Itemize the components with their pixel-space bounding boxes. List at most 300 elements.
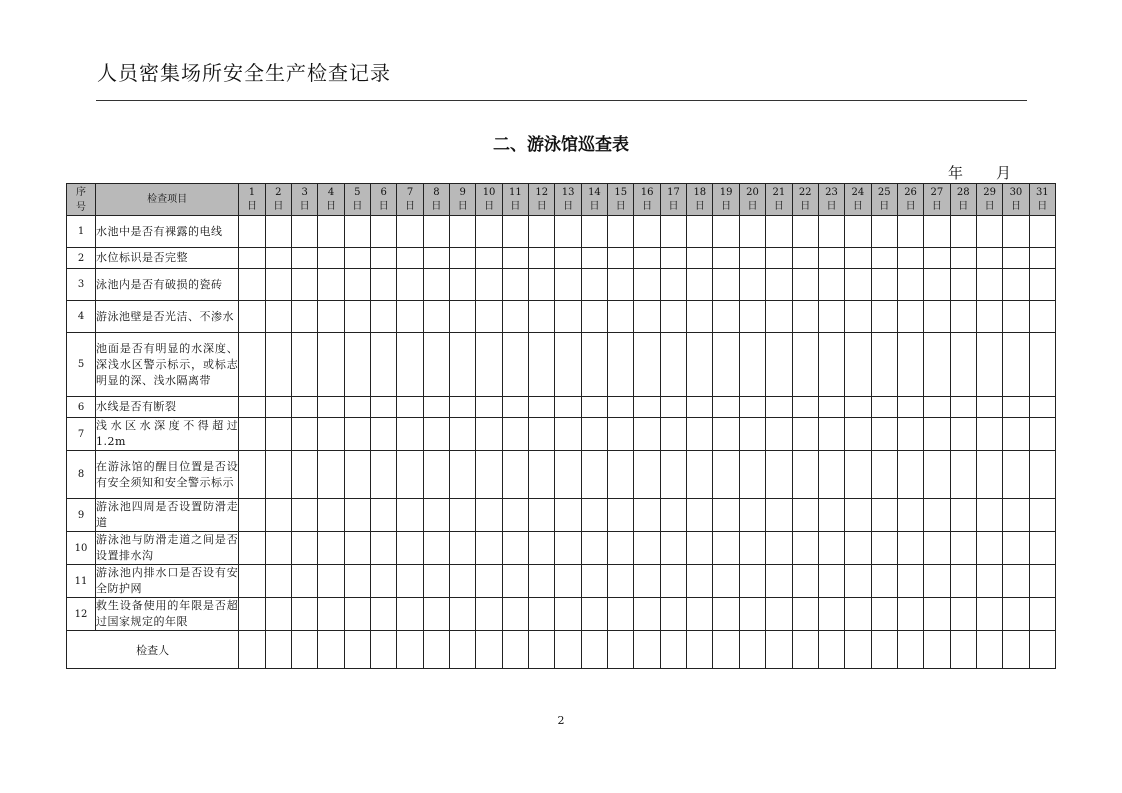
check-cell[interactable] xyxy=(871,301,897,333)
check-cell[interactable] xyxy=(291,248,317,269)
check-cell[interactable] xyxy=(739,248,765,269)
check-cell[interactable] xyxy=(739,532,765,565)
check-cell[interactable] xyxy=(502,269,528,301)
inspector-signature-cell[interactable] xyxy=(871,631,897,669)
check-cell[interactable] xyxy=(265,333,291,397)
inspector-signature-cell[interactable] xyxy=(608,631,634,669)
check-cell[interactable] xyxy=(239,499,265,532)
check-cell[interactable] xyxy=(344,397,370,418)
check-cell[interactable] xyxy=(239,532,265,565)
check-cell[interactable] xyxy=(608,532,634,565)
check-cell[interactable] xyxy=(344,333,370,397)
inspector-signature-cell[interactable] xyxy=(687,631,713,669)
check-cell[interactable] xyxy=(739,598,765,631)
check-cell[interactable] xyxy=(239,216,265,248)
check-cell[interactable] xyxy=(397,499,423,532)
inspector-signature-cell[interactable] xyxy=(529,631,555,669)
check-cell[interactable] xyxy=(818,598,844,631)
check-cell[interactable] xyxy=(239,451,265,499)
check-cell[interactable] xyxy=(1029,451,1055,499)
check-cell[interactable] xyxy=(687,301,713,333)
inspector-signature-cell[interactable] xyxy=(318,631,344,669)
check-cell[interactable] xyxy=(476,269,502,301)
check-cell[interactable] xyxy=(871,397,897,418)
check-cell[interactable] xyxy=(581,499,607,532)
check-cell[interactable] xyxy=(581,216,607,248)
check-cell[interactable] xyxy=(766,499,792,532)
check-cell[interactable] xyxy=(265,418,291,451)
check-cell[interactable] xyxy=(792,499,818,532)
check-cell[interactable] xyxy=(660,598,686,631)
check-cell[interactable] xyxy=(344,532,370,565)
check-cell[interactable] xyxy=(608,499,634,532)
check-cell[interactable] xyxy=(291,451,317,499)
check-cell[interactable] xyxy=(318,269,344,301)
inspector-signature-cell[interactable] xyxy=(660,631,686,669)
check-cell[interactable] xyxy=(845,216,871,248)
check-cell[interactable] xyxy=(924,216,950,248)
check-cell[interactable] xyxy=(634,216,660,248)
check-cell[interactable] xyxy=(265,301,291,333)
check-cell[interactable] xyxy=(687,499,713,532)
check-cell[interactable] xyxy=(1003,333,1029,397)
check-cell[interactable] xyxy=(897,418,923,451)
check-cell[interactable] xyxy=(239,269,265,301)
check-cell[interactable] xyxy=(660,565,686,598)
check-cell[interactable] xyxy=(291,565,317,598)
check-cell[interactable] xyxy=(845,248,871,269)
check-cell[interactable] xyxy=(766,269,792,301)
check-cell[interactable] xyxy=(239,598,265,631)
check-cell[interactable] xyxy=(871,499,897,532)
check-cell[interactable] xyxy=(950,269,976,301)
check-cell[interactable] xyxy=(291,269,317,301)
check-cell[interactable] xyxy=(818,216,844,248)
check-cell[interactable] xyxy=(713,565,739,598)
inspector-signature-cell[interactable] xyxy=(476,631,502,669)
check-cell[interactable] xyxy=(608,333,634,397)
check-cell[interactable] xyxy=(502,333,528,397)
check-cell[interactable] xyxy=(897,598,923,631)
check-cell[interactable] xyxy=(318,418,344,451)
check-cell[interactable] xyxy=(450,248,476,269)
check-cell[interactable] xyxy=(713,451,739,499)
check-cell[interactable] xyxy=(634,397,660,418)
check-cell[interactable] xyxy=(818,532,844,565)
check-cell[interactable] xyxy=(555,532,581,565)
check-cell[interactable] xyxy=(687,397,713,418)
check-cell[interactable] xyxy=(818,333,844,397)
check-cell[interactable] xyxy=(502,418,528,451)
check-cell[interactable] xyxy=(1003,269,1029,301)
check-cell[interactable] xyxy=(529,451,555,499)
check-cell[interactable] xyxy=(924,499,950,532)
check-cell[interactable] xyxy=(265,451,291,499)
inspector-signature-cell[interactable] xyxy=(581,631,607,669)
check-cell[interactable] xyxy=(845,565,871,598)
check-cell[interactable] xyxy=(291,598,317,631)
check-cell[interactable] xyxy=(529,499,555,532)
inspector-signature-cell[interactable] xyxy=(792,631,818,669)
check-cell[interactable] xyxy=(423,269,449,301)
check-cell[interactable] xyxy=(608,397,634,418)
check-cell[interactable] xyxy=(476,499,502,532)
check-cell[interactable] xyxy=(897,333,923,397)
check-cell[interactable] xyxy=(897,269,923,301)
check-cell[interactable] xyxy=(924,301,950,333)
check-cell[interactable] xyxy=(423,598,449,631)
check-cell[interactable] xyxy=(1029,216,1055,248)
check-cell[interactable] xyxy=(608,565,634,598)
check-cell[interactable] xyxy=(529,269,555,301)
check-cell[interactable] xyxy=(950,598,976,631)
check-cell[interactable] xyxy=(687,598,713,631)
check-cell[interactable] xyxy=(713,216,739,248)
check-cell[interactable] xyxy=(581,301,607,333)
check-cell[interactable] xyxy=(687,532,713,565)
check-cell[interactable] xyxy=(529,301,555,333)
check-cell[interactable] xyxy=(344,301,370,333)
check-cell[interactable] xyxy=(976,451,1002,499)
check-cell[interactable] xyxy=(845,532,871,565)
check-cell[interactable] xyxy=(555,216,581,248)
check-cell[interactable] xyxy=(239,301,265,333)
check-cell[interactable] xyxy=(792,598,818,631)
check-cell[interactable] xyxy=(792,565,818,598)
check-cell[interactable] xyxy=(818,248,844,269)
check-cell[interactable] xyxy=(291,216,317,248)
inspector-signature-cell[interactable] xyxy=(450,631,476,669)
check-cell[interactable] xyxy=(529,397,555,418)
check-cell[interactable] xyxy=(371,216,397,248)
check-cell[interactable] xyxy=(529,248,555,269)
check-cell[interactable] xyxy=(766,397,792,418)
check-cell[interactable] xyxy=(423,451,449,499)
check-cell[interactable] xyxy=(1003,216,1029,248)
inspector-signature-cell[interactable] xyxy=(344,631,370,669)
check-cell[interactable] xyxy=(792,532,818,565)
check-cell[interactable] xyxy=(1029,598,1055,631)
check-cell[interactable] xyxy=(555,418,581,451)
check-cell[interactable] xyxy=(634,451,660,499)
check-cell[interactable] xyxy=(660,216,686,248)
check-cell[interactable] xyxy=(265,565,291,598)
check-cell[interactable] xyxy=(1029,269,1055,301)
check-cell[interactable] xyxy=(924,333,950,397)
check-cell[interactable] xyxy=(713,418,739,451)
check-cell[interactable] xyxy=(792,248,818,269)
check-cell[interactable] xyxy=(318,451,344,499)
check-cell[interactable] xyxy=(265,216,291,248)
check-cell[interactable] xyxy=(1003,451,1029,499)
check-cell[interactable] xyxy=(476,451,502,499)
check-cell[interactable] xyxy=(502,451,528,499)
inspector-signature-cell[interactable] xyxy=(739,631,765,669)
check-cell[interactable] xyxy=(371,499,397,532)
check-cell[interactable] xyxy=(555,499,581,532)
check-cell[interactable] xyxy=(344,598,370,631)
inspector-signature-cell[interactable] xyxy=(976,631,1002,669)
check-cell[interactable] xyxy=(608,451,634,499)
check-cell[interactable] xyxy=(950,301,976,333)
check-cell[interactable] xyxy=(608,301,634,333)
inspector-signature-cell[interactable] xyxy=(423,631,449,669)
check-cell[interactable] xyxy=(476,301,502,333)
check-cell[interactable] xyxy=(950,451,976,499)
check-cell[interactable] xyxy=(845,451,871,499)
check-cell[interactable] xyxy=(976,333,1002,397)
check-cell[interactable] xyxy=(291,397,317,418)
check-cell[interactable] xyxy=(766,598,792,631)
check-cell[interactable] xyxy=(371,333,397,397)
check-cell[interactable] xyxy=(897,397,923,418)
check-cell[interactable] xyxy=(766,333,792,397)
check-cell[interactable] xyxy=(1029,248,1055,269)
check-cell[interactable] xyxy=(291,532,317,565)
check-cell[interactable] xyxy=(371,301,397,333)
check-cell[interactable] xyxy=(1003,418,1029,451)
check-cell[interactable] xyxy=(502,216,528,248)
check-cell[interactable] xyxy=(371,598,397,631)
check-cell[interactable] xyxy=(423,565,449,598)
check-cell[interactable] xyxy=(1003,598,1029,631)
check-cell[interactable] xyxy=(739,216,765,248)
check-cell[interactable] xyxy=(450,598,476,631)
check-cell[interactable] xyxy=(502,397,528,418)
check-cell[interactable] xyxy=(687,418,713,451)
check-cell[interactable] xyxy=(450,499,476,532)
check-cell[interactable] xyxy=(687,248,713,269)
check-cell[interactable] xyxy=(660,269,686,301)
check-cell[interactable] xyxy=(450,418,476,451)
check-cell[interactable] xyxy=(924,248,950,269)
check-cell[interactable] xyxy=(897,216,923,248)
check-cell[interactable] xyxy=(924,418,950,451)
check-cell[interactable] xyxy=(555,333,581,397)
check-cell[interactable] xyxy=(871,598,897,631)
check-cell[interactable] xyxy=(1003,565,1029,598)
check-cell[interactable] xyxy=(371,565,397,598)
check-cell[interactable] xyxy=(450,269,476,301)
check-cell[interactable] xyxy=(265,248,291,269)
check-cell[interactable] xyxy=(581,598,607,631)
check-cell[interactable] xyxy=(397,269,423,301)
check-cell[interactable] xyxy=(1003,248,1029,269)
check-cell[interactable] xyxy=(529,565,555,598)
check-cell[interactable] xyxy=(818,269,844,301)
check-cell[interactable] xyxy=(529,333,555,397)
check-cell[interactable] xyxy=(397,333,423,397)
check-cell[interactable] xyxy=(529,216,555,248)
check-cell[interactable] xyxy=(660,499,686,532)
check-cell[interactable] xyxy=(265,598,291,631)
check-cell[interactable] xyxy=(265,269,291,301)
check-cell[interactable] xyxy=(845,397,871,418)
check-cell[interactable] xyxy=(845,418,871,451)
check-cell[interactable] xyxy=(739,418,765,451)
check-cell[interactable] xyxy=(634,248,660,269)
check-cell[interactable] xyxy=(634,565,660,598)
check-cell[interactable] xyxy=(634,333,660,397)
check-cell[interactable] xyxy=(397,532,423,565)
check-cell[interactable] xyxy=(555,248,581,269)
check-cell[interactable] xyxy=(476,532,502,565)
check-cell[interactable] xyxy=(818,397,844,418)
check-cell[interactable] xyxy=(713,269,739,301)
check-cell[interactable] xyxy=(818,499,844,532)
check-cell[interactable] xyxy=(450,333,476,397)
check-cell[interactable] xyxy=(871,418,897,451)
check-cell[interactable] xyxy=(397,301,423,333)
inspector-signature-cell[interactable] xyxy=(845,631,871,669)
check-cell[interactable] xyxy=(660,418,686,451)
check-cell[interactable] xyxy=(976,269,1002,301)
check-cell[interactable] xyxy=(897,532,923,565)
check-cell[interactable] xyxy=(608,216,634,248)
check-cell[interactable] xyxy=(792,333,818,397)
check-cell[interactable] xyxy=(608,248,634,269)
check-cell[interactable] xyxy=(318,499,344,532)
check-cell[interactable] xyxy=(291,499,317,532)
check-cell[interactable] xyxy=(502,248,528,269)
check-cell[interactable] xyxy=(371,269,397,301)
check-cell[interactable] xyxy=(845,333,871,397)
inspector-signature-cell[interactable] xyxy=(1003,631,1029,669)
check-cell[interactable] xyxy=(660,333,686,397)
check-cell[interactable] xyxy=(739,565,765,598)
check-cell[interactable] xyxy=(265,532,291,565)
check-cell[interactable] xyxy=(924,269,950,301)
check-cell[interactable] xyxy=(713,397,739,418)
check-cell[interactable] xyxy=(845,598,871,631)
check-cell[interactable] xyxy=(976,301,1002,333)
check-cell[interactable] xyxy=(976,418,1002,451)
check-cell[interactable] xyxy=(660,301,686,333)
check-cell[interactable] xyxy=(792,216,818,248)
check-cell[interactable] xyxy=(371,532,397,565)
check-cell[interactable] xyxy=(555,269,581,301)
check-cell[interactable] xyxy=(976,598,1002,631)
check-cell[interactable] xyxy=(476,418,502,451)
check-cell[interactable] xyxy=(502,565,528,598)
check-cell[interactable] xyxy=(818,418,844,451)
check-cell[interactable] xyxy=(739,301,765,333)
check-cell[interactable] xyxy=(397,451,423,499)
check-cell[interactable] xyxy=(318,248,344,269)
check-cell[interactable] xyxy=(423,333,449,397)
inspector-signature-cell[interactable] xyxy=(239,631,265,669)
check-cell[interactable] xyxy=(239,248,265,269)
check-cell[interactable] xyxy=(766,532,792,565)
check-cell[interactable] xyxy=(581,451,607,499)
check-cell[interactable] xyxy=(450,216,476,248)
check-cell[interactable] xyxy=(739,451,765,499)
check-cell[interactable] xyxy=(239,397,265,418)
check-cell[interactable] xyxy=(687,216,713,248)
check-cell[interactable] xyxy=(265,397,291,418)
check-cell[interactable] xyxy=(634,598,660,631)
check-cell[interactable] xyxy=(713,333,739,397)
check-cell[interactable] xyxy=(924,598,950,631)
check-cell[interactable] xyxy=(344,269,370,301)
check-cell[interactable] xyxy=(502,499,528,532)
check-cell[interactable] xyxy=(581,397,607,418)
check-cell[interactable] xyxy=(318,216,344,248)
check-cell[interactable] xyxy=(976,216,1002,248)
check-cell[interactable] xyxy=(344,418,370,451)
check-cell[interactable] xyxy=(555,301,581,333)
check-cell[interactable] xyxy=(581,248,607,269)
check-cell[interactable] xyxy=(924,565,950,598)
check-cell[interactable] xyxy=(371,397,397,418)
check-cell[interactable] xyxy=(318,301,344,333)
check-cell[interactable] xyxy=(976,397,1002,418)
inspector-signature-cell[interactable] xyxy=(766,631,792,669)
check-cell[interactable] xyxy=(924,532,950,565)
check-cell[interactable] xyxy=(344,565,370,598)
inspector-signature-cell[interactable] xyxy=(950,631,976,669)
check-cell[interactable] xyxy=(950,418,976,451)
check-cell[interactable] xyxy=(739,333,765,397)
check-cell[interactable] xyxy=(687,565,713,598)
check-cell[interactable] xyxy=(581,565,607,598)
check-cell[interactable] xyxy=(976,532,1002,565)
check-cell[interactable] xyxy=(397,216,423,248)
check-cell[interactable] xyxy=(766,301,792,333)
check-cell[interactable] xyxy=(423,248,449,269)
check-cell[interactable] xyxy=(1029,565,1055,598)
check-cell[interactable] xyxy=(924,397,950,418)
check-cell[interactable] xyxy=(239,418,265,451)
check-cell[interactable] xyxy=(713,598,739,631)
check-cell[interactable] xyxy=(318,598,344,631)
check-cell[interactable] xyxy=(318,565,344,598)
check-cell[interactable] xyxy=(397,418,423,451)
check-cell[interactable] xyxy=(450,565,476,598)
check-cell[interactable] xyxy=(423,301,449,333)
check-cell[interactable] xyxy=(450,301,476,333)
check-cell[interactable] xyxy=(1003,397,1029,418)
check-cell[interactable] xyxy=(371,418,397,451)
check-cell[interactable] xyxy=(792,269,818,301)
check-cell[interactable] xyxy=(450,532,476,565)
inspector-signature-cell[interactable] xyxy=(291,631,317,669)
check-cell[interactable] xyxy=(291,301,317,333)
check-cell[interactable] xyxy=(529,532,555,565)
check-cell[interactable] xyxy=(239,565,265,598)
check-cell[interactable] xyxy=(291,333,317,397)
check-cell[interactable] xyxy=(265,499,291,532)
check-cell[interactable] xyxy=(713,532,739,565)
check-cell[interactable] xyxy=(634,301,660,333)
check-cell[interactable] xyxy=(555,598,581,631)
check-cell[interactable] xyxy=(976,565,1002,598)
check-cell[interactable] xyxy=(687,269,713,301)
check-cell[interactable] xyxy=(423,397,449,418)
check-cell[interactable] xyxy=(634,269,660,301)
check-cell[interactable] xyxy=(318,333,344,397)
check-cell[interactable] xyxy=(818,565,844,598)
check-cell[interactable] xyxy=(818,451,844,499)
check-cell[interactable] xyxy=(897,499,923,532)
check-cell[interactable] xyxy=(871,532,897,565)
check-cell[interactable] xyxy=(976,248,1002,269)
check-cell[interactable] xyxy=(423,532,449,565)
inspector-signature-cell[interactable] xyxy=(555,631,581,669)
check-cell[interactable] xyxy=(871,269,897,301)
check-cell[interactable] xyxy=(950,333,976,397)
check-cell[interactable] xyxy=(423,216,449,248)
